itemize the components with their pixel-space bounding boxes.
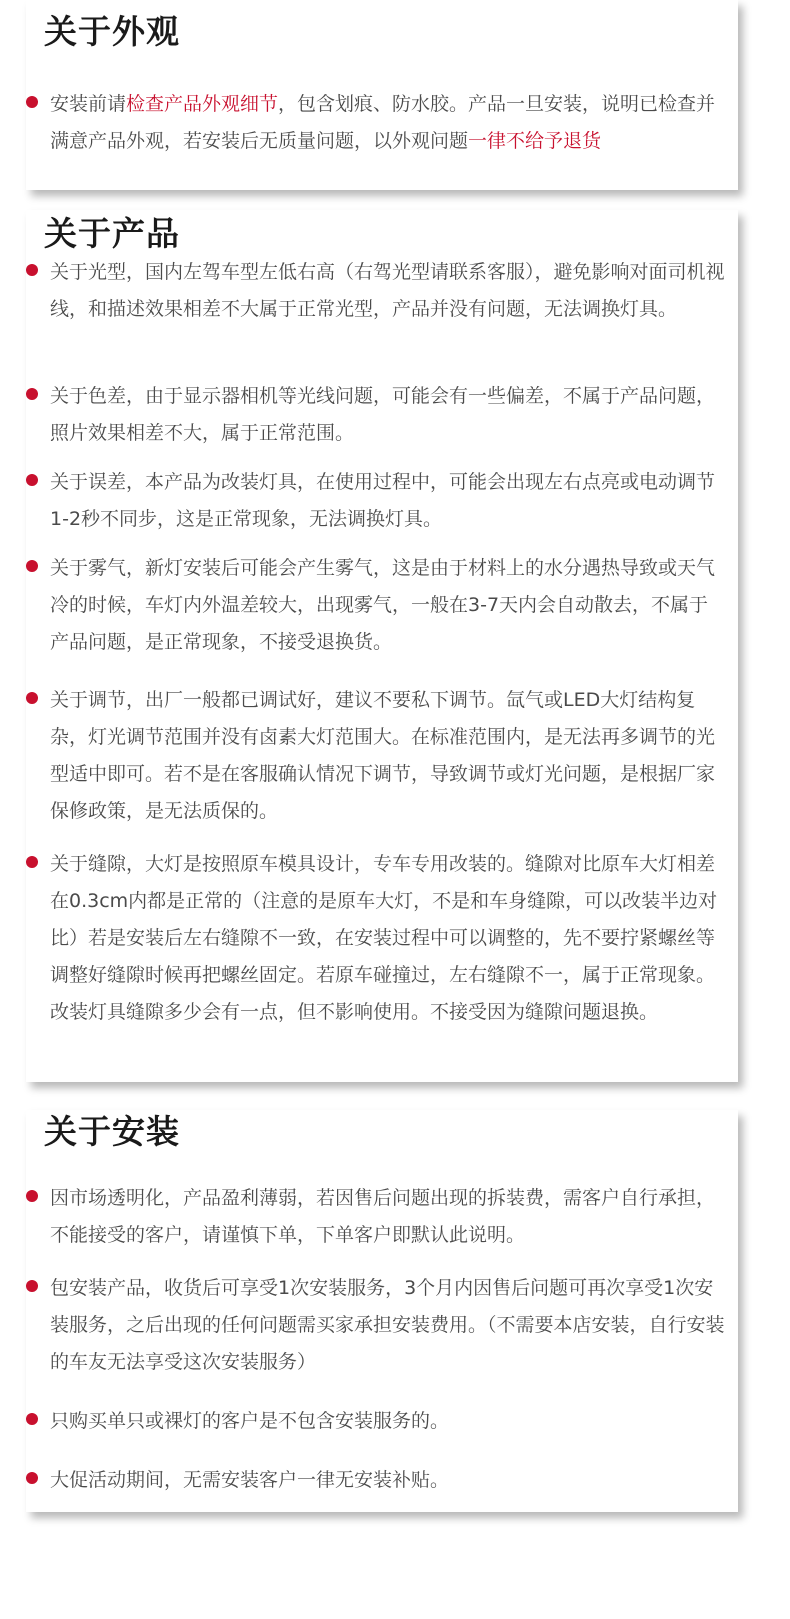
bullet-dot-icon [26, 560, 38, 572]
highlight-text: 一律不给予退货 [468, 130, 602, 152]
install-item-text: 只购买单只或裸灯的客户是不包含安装服务的。 [50, 1410, 450, 1432]
bullet-dot-icon [26, 856, 38, 868]
product-item-text: 关于雾气，新灯安装后可能会产生雾气，这是由于材料上的水分遇热导致或天气冷的时候，车灯内外温差较大，出现雾气，一般在3-7天内会自动散去，不属于产品问题，是正常现象，不接受退换货。 [50, 557, 716, 653]
product-item-text: 关于调节，出厂一般都已调试好，建议不要私下调节。氙气或LED大灯结构复杂，灯光调节范围并没有卤素大灯范围大。在标准范围内，是无法再多调节的光型适中即可。若不是在客服确认情况下调节，导致调节或灯光问题，是根据厂家保修政策，是无法质保的。 [50, 689, 716, 822]
section-title-product: 关于产品 [44, 214, 180, 253]
bullet-dot-icon [26, 388, 38, 400]
product-item-text: 关于误差，本产品为改装灯具，在使用过程中，可能会出现左右点亮或电动调节1-2秒不同步，这是正常现象，无法调换灯具。 [50, 471, 716, 530]
text-segment: ，包含划痕、防水胶。产品一旦安装，说明已检查并满意产品外观，若安装后无质量问题，以外观问题 [50, 93, 716, 152]
install-item-text: 包安装产品，收货后可享受1次安装服务，3个月内因售后问题可再次享受1次安装服务，之后出现的任何问题需买家承担安装费用。（不需要本店安装，自行安装的车友无法享受这次安装服务） [50, 1277, 725, 1373]
bullet-dot-icon [26, 96, 38, 108]
bullet-dot-icon [26, 692, 38, 704]
bullet-dot-icon [26, 1413, 38, 1425]
product-item-text: 关于缝隙，大灯是按照原车模具设计，专车专用改装的。缝隙对比原车大灯相差在0.3cm内都是正常的（注意的是原车大灯，不是和车身缝隙，可以改装半边对比）若是安装后左右缝隙不一致，在安装过程中可以调整的，先不要拧紧螺丝等调整好缝隙时候再把螺丝固定。若原车碰撞过，左右缝隙不一，属于正常现象。改装灯具缝隙多少会有一点，但不影响使用。不接受因为缝隙问题退换。 [50, 853, 718, 1023]
product-section [26, 210, 738, 1082]
appearance-section [26, 0, 738, 190]
bullet-dot-icon [26, 1472, 38, 1484]
section-title-install: 关于安装 [44, 1112, 180, 1151]
bullet-dot-icon [26, 474, 38, 486]
product-item-text: 关于光型，国内左驾车型左低右高（右驾光型请联系客服），避免影响对面司机视线，和描述效果相差不大属于正常光型，产品并没有问题，无法调换灯具。 [50, 261, 725, 320]
bullet-dot-icon [26, 1280, 38, 1292]
install-section [26, 1110, 738, 1512]
section-title-appearance: 关于外观 [44, 12, 180, 51]
text-segment: 安装前请 [50, 93, 127, 115]
highlight-text: 检查产品外观细节 [126, 93, 279, 115]
bullet-dot-icon [26, 1190, 38, 1202]
product-item-text: 关于色差，由于显示器相机等光线问题，可能会有一些偏差，不属于产品问题，照片效果相差不大，属于正常范围。 [50, 385, 716, 444]
install-item-text: 因市场透明化，产品盈利薄弱，若因售后问题出现的拆装费，需客户自行承担，不能接受的客户，请谨慎下单，下单客户即默认此说明。 [50, 1187, 716, 1246]
appearance-item-text [50, 86, 726, 160]
bullet-dot-icon [26, 264, 38, 276]
install-item-text: 大促活动期间，无需安装客户一律无安装补贴。 [50, 1469, 450, 1491]
